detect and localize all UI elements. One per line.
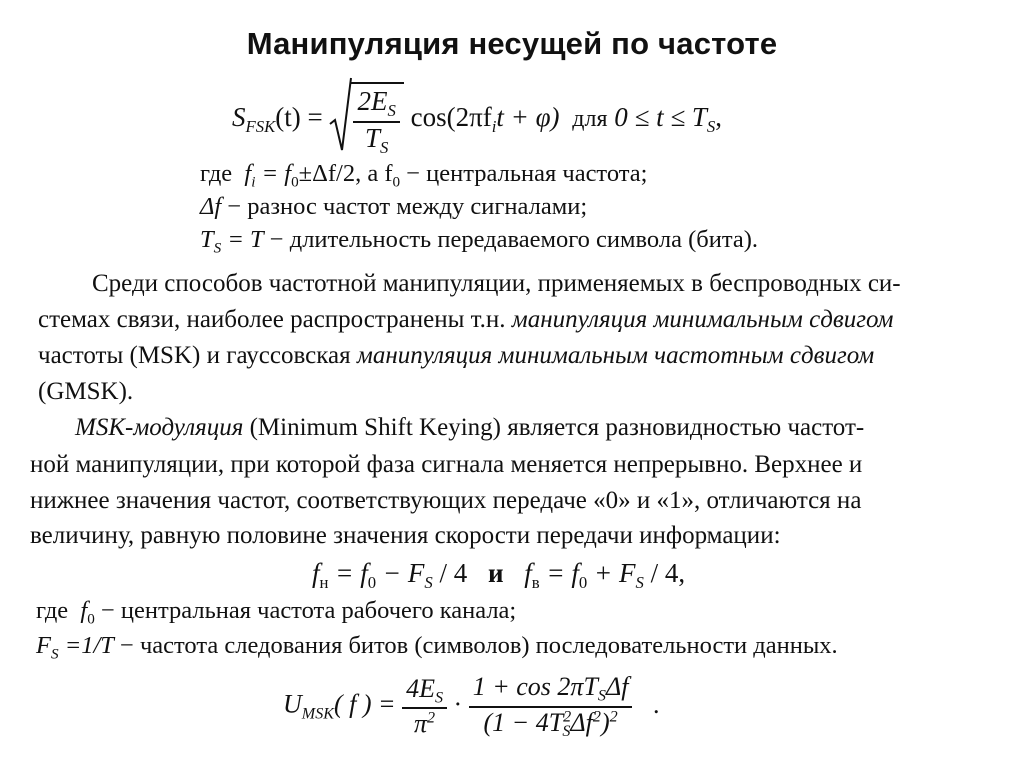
def-fi: f — [244, 160, 252, 187]
def-sub0b: 0 — [392, 173, 401, 191]
formula-lhs: S — [232, 102, 246, 133]
para1-line3: частоты (MSK) и гауссовская манипуляция минимальным частотным сдвигом — [38, 342, 875, 369]
cond-word: для — [572, 106, 608, 133]
msk-freq-formula: $f_н = f_0 - F_S / 4$ и $f_в = f_0 + F_S / 4$, — [312, 558, 686, 592]
and-word: и — [487, 558, 504, 588]
cond-range: 0 ≤ t ≤ T — [614, 102, 707, 133]
frac-num-sub: S — [387, 100, 396, 120]
para2-line2: ной манипуляции, при которой фаза сигнала меняется непрерывно. Верхнее и — [30, 451, 863, 478]
def-df-text: − разнос частот между сигналами; — [221, 193, 588, 220]
cond-end: , — [715, 102, 723, 133]
page-title: Манипуляция несущей по частоте — [246, 26, 778, 61]
para1-line4: (GMSK). — [38, 378, 134, 405]
sqrt-group — [329, 82, 403, 158]
para1-line1: Среди способов частотной манипуляции, применяемых в беспроводных си- — [92, 270, 901, 297]
def-ts-sub: S — [213, 239, 222, 257]
fsk-formula — [232, 82, 722, 158]
frac-den-sub: S — [380, 137, 389, 157]
sqrt-fraction — [353, 86, 399, 158]
para2-line1: MSK-модуляция (Minimum Shift Keying) является разновидностью частот- — [75, 414, 865, 441]
sqrt-sign-icon — [329, 76, 353, 156]
para2-line3: нижнее значения частот, соответствующих передаче «0» и «1», отличаются на — [30, 487, 862, 514]
spectrum-frac2: $\frac{1 + \cos 2\pi T_S\Delta f}{(1 - 4T^2_S\Delta f^2)^2}$ — [469, 672, 633, 741]
def-prefix: где — [200, 160, 233, 187]
def-pm: ±Δf/2, а f — [298, 160, 393, 187]
def-ts: T — [200, 226, 214, 253]
def2-line-f0: где $f_0$ − центральная частота рабочего канала; — [36, 597, 517, 628]
cos-term: $\cos(2\pi f_it + \varphi)$ — [410, 102, 560, 136]
def-ts-eq: = T — [221, 226, 264, 253]
formula-lhs-arg: (t) = — [275, 102, 323, 133]
def2-line-fs: $F_S =1/T$ − частота следования битов (символов) последовательности данных. — [36, 632, 838, 663]
cond-sub: S — [706, 116, 716, 136]
def-text: − центральная частота; — [400, 160, 648, 187]
def-fi-sub: i — [251, 173, 256, 191]
para1-line2: стемах связи, наиболее распространены т.н. манипуляция минимальным сдвигом — [38, 306, 894, 333]
def-line-ts — [200, 226, 758, 257]
formula-lhs-sub: FSK — [245, 116, 276, 136]
def-sub0: 0 — [291, 173, 299, 191]
def-eq: = f — [261, 160, 292, 187]
def-line-fi — [200, 160, 647, 191]
para2-line4: величину, равную половине значения скорости передачи информации: — [30, 522, 781, 549]
spectrum-frac1: $\frac{4E_S}{\pi^2}$ — [402, 674, 447, 740]
def-df: Δf — [200, 193, 222, 220]
frac-num: 2E — [357, 86, 388, 116]
def-ts-text: − длительность передаваемого символа (бита). — [263, 226, 758, 253]
msk-spectrum-formula: $U_{MSK}$( f ) = $\frac{4E_S}{\pi^2}$ · $\frac{1 + \cos 2\pi T_S\Delta f}{(1 - 4T^2_S\Delta f^2)^2}$ . — [283, 672, 660, 741]
def-line-df — [200, 193, 587, 221]
frac-den: T — [364, 122, 380, 153]
